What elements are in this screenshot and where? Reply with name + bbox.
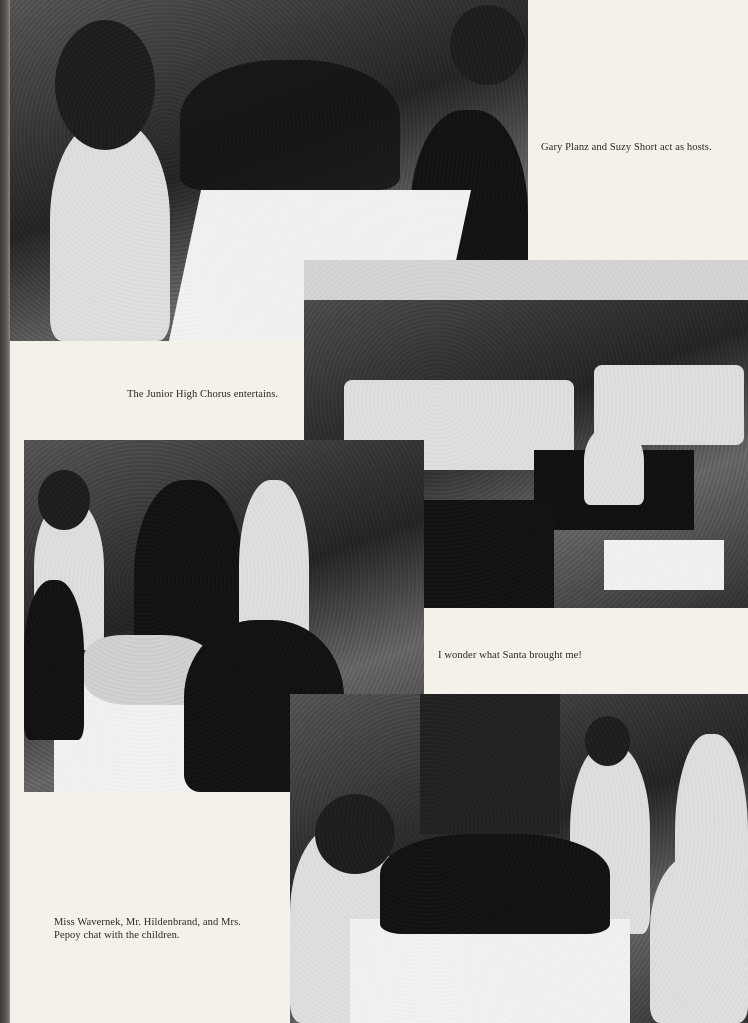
- caption-hosts: Gary Planz and Suzy Short act as hosts.: [541, 142, 712, 153]
- ceiling: [304, 260, 748, 300]
- girl-glasses-head: [38, 470, 90, 530]
- caption-chat-line1: Miss Wavernek, Mr. Hildenbrand, and Mrs.: [54, 917, 241, 928]
- girl-head: [55, 20, 155, 150]
- teacher-woman-head: [585, 716, 630, 766]
- girl-figure: [50, 120, 170, 341]
- teachers-chat-photo: [290, 694, 748, 1023]
- craft-table: [350, 919, 630, 1023]
- children-at-table: [380, 834, 610, 934]
- caption-chat-line2: Pepoy chat with the children.: [54, 930, 180, 942]
- crowd-figures: [180, 60, 400, 190]
- child-left-edge: [24, 580, 84, 740]
- page-binding-edge: [0, 0, 10, 1023]
- side-table: [604, 540, 724, 590]
- pianist: [584, 425, 644, 505]
- caption-chat: [54, 916, 284, 942]
- caption-chorus: The Junior High Chorus entertains.: [127, 389, 279, 400]
- caption-santa: I wonder what Santa brought me!: [438, 650, 582, 661]
- back-wall: [420, 694, 560, 834]
- boy-head: [450, 5, 525, 85]
- woman-right: [650, 854, 748, 1023]
